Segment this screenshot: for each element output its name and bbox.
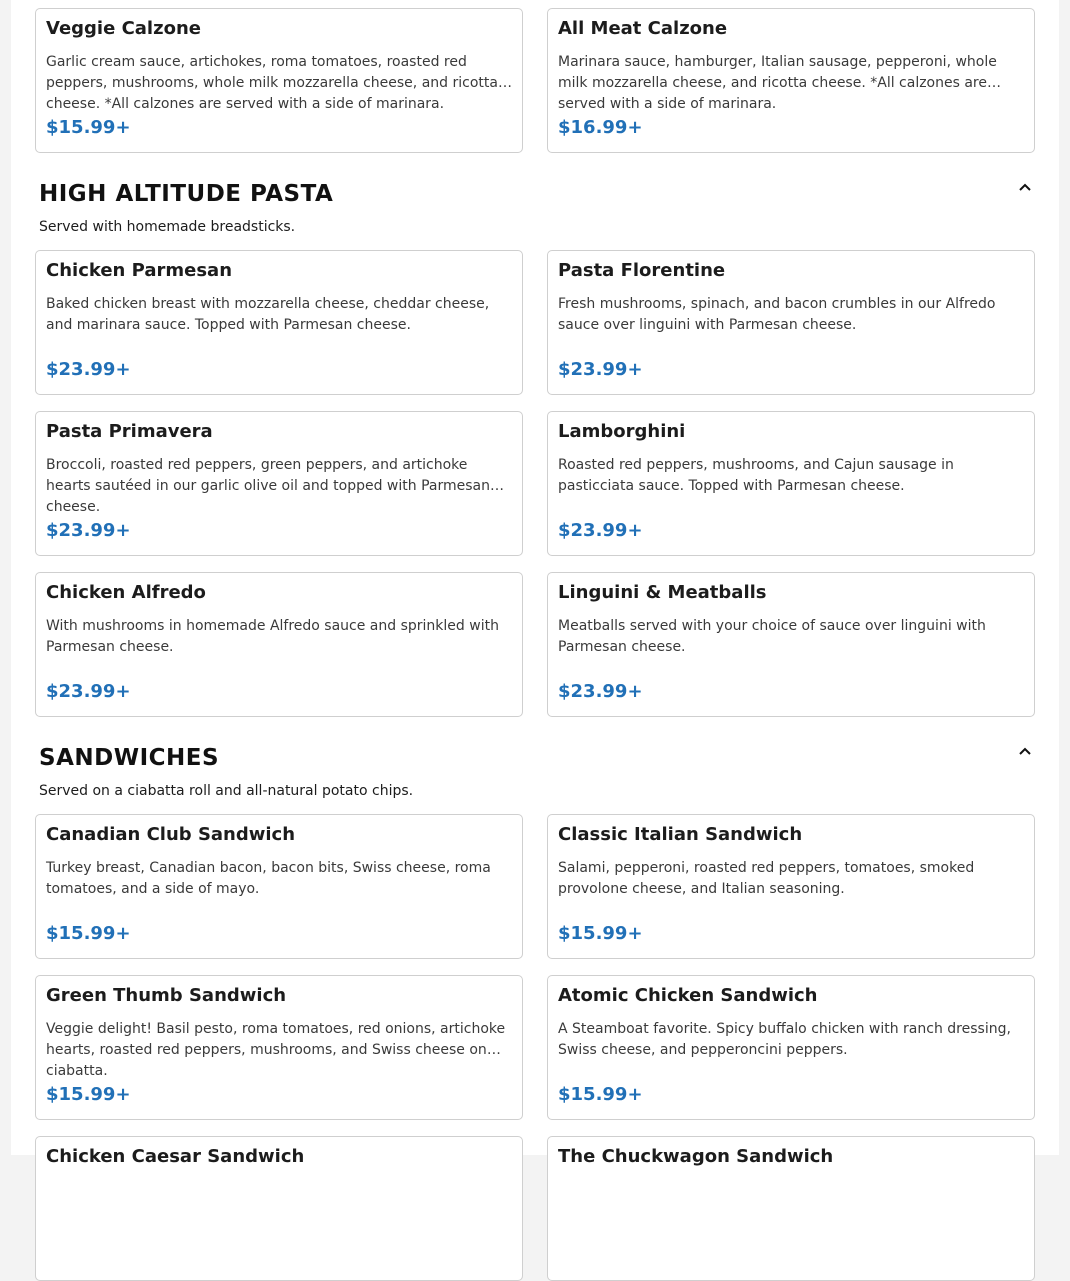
menu-item-card[interactable]: [547, 8, 1035, 153]
menu-item-name: The Chuckwagon Sandwich: [558, 1146, 834, 1167]
menu-item-description: Salami, pepperoni, roasted red peppers, tomatoes, smoked provolone cheese, and Italian seasoning.: [558, 860, 975, 897]
menu-item-price: $15.99+: [558, 1084, 643, 1105]
menu-item-name: Pasta Florentine: [558, 260, 726, 281]
menu-item-price: $23.99+: [46, 359, 131, 380]
menu-item-card[interactable]: [547, 411, 1035, 556]
menu-item-description: Marinara sauce, hamburger, Italian sausage, pepperoni, whole milk mozzarella cheese, and ricotta cheese. *All calzones are served with a side of marinara.: [558, 54, 997, 112]
menu-item-name: Lamborghini: [558, 421, 686, 442]
chevron-up-icon[interactable]: [1015, 741, 1035, 761]
menu-item-description: Fresh mushrooms, spinach, and bacon crumbles in our Alfredo sauce over linguini with Parmesan cheese.: [558, 296, 996, 333]
chevron-up-icon[interactable]: [1015, 177, 1035, 197]
menu-item-card[interactable]: [35, 572, 523, 717]
menu-item-name: Veggie Calzone: [46, 18, 201, 39]
menu-item-card[interactable]: [547, 250, 1035, 395]
menu-item-card[interactable]: [35, 1136, 523, 1281]
menu-item-description: With mushrooms in homemade Alfredo sauce and sprinkled with Parmesan cheese.: [46, 618, 499, 655]
menu-item-name: Canadian Club Sandwich: [46, 824, 296, 845]
menu-item-card[interactable]: [547, 814, 1035, 959]
menu-item-card[interactable]: [547, 975, 1035, 1120]
menu-item-price: $23.99+: [46, 520, 131, 541]
menu-item-description: Meatballs served with your choice of sauce over linguini with Parmesan cheese.: [558, 618, 986, 655]
menu-item-name: Classic Italian Sandwich: [558, 824, 803, 845]
menu-item-name: All Meat Calzone: [558, 18, 728, 39]
menu-item-description: Roasted red peppers, mushrooms, and Cajun sausage in pasticciata sauce. Topped with Parmesan cheese.: [558, 457, 954, 494]
menu-item-name: Linguini & Meatballs: [558, 582, 767, 603]
menu-item-name: Chicken Alfredo: [46, 582, 206, 603]
menu-item-price: $23.99+: [558, 681, 643, 702]
menu-item-description: Garlic cream sauce, artichokes, roma tomatoes, roasted red peppers, mushrooms, whole milk mozzarella cheese, and ricotta cheese. *All calzones are served with a side of marinara.: [46, 54, 498, 112]
menu-item-description: Baked chicken breast with mozzarella cheese, cheddar cheese, and marinara sauce. Topped with Parmesan cheese.: [46, 296, 490, 333]
menu-item-price: $15.99+: [46, 923, 131, 944]
menu-item-name: Pasta Primavera: [46, 421, 213, 442]
menu-item-card[interactable]: [35, 411, 523, 556]
menu-item-price: $15.99+: [46, 1084, 131, 1105]
menu-item-card[interactable]: [35, 250, 523, 395]
section-subtitle-sandwiches: Served on a ciabatta roll and all-natural potato chips.: [39, 783, 414, 799]
menu-item-description: Broccoli, roasted red peppers, green peppers, and artichoke hearts sautéed in our garlic olive oil and topped with Parmesan cheese.: [46, 457, 490, 515]
menu-item-price: $15.99+: [46, 117, 131, 138]
menu-item-card[interactable]: [35, 975, 523, 1120]
section-title-pasta: HIGH ALTITUDE PASTA: [39, 181, 334, 207]
menu-item-card[interactable]: [35, 8, 523, 153]
menu-item-description: Veggie delight! Basil pesto, roma tomatoes, red onions, artichoke hearts, roasted red peppers, mushrooms, and Swiss cheese on ciabatta.: [46, 1021, 506, 1079]
section-subtitle-pasta: Served with homemade breadsticks.: [39, 219, 296, 235]
section-title-sandwiches: SANDWICHES: [39, 745, 220, 771]
menu-item-price: $15.99+: [558, 923, 643, 944]
menu-item-price: $23.99+: [558, 520, 643, 541]
menu-item-name: Chicken Caesar Sandwich: [46, 1146, 305, 1167]
menu-item-name: Green Thumb Sandwich: [46, 985, 287, 1006]
menu-item-price: $23.99+: [46, 681, 131, 702]
menu-item-description: A Steamboat favorite. Spicy buffalo chicken with ranch dressing, Swiss cheese, and pepperoncini peppers.: [558, 1021, 1011, 1058]
menu-item-card[interactable]: [35, 814, 523, 959]
menu-page: [11, 0, 1059, 1167]
menu-item-price: $23.99+: [558, 359, 643, 380]
menu-item-description: Turkey breast, Canadian bacon, bacon bits, Swiss cheese, roma tomatoes, and a side of mayo.: [46, 860, 491, 897]
menu-item-card[interactable]: [547, 572, 1035, 717]
menu-item-name: Chicken Parmesan: [46, 260, 233, 281]
menu-item-name: Atomic Chicken Sandwich: [558, 985, 818, 1006]
menu-item-price: $16.99+: [558, 117, 643, 138]
menu-item-card[interactable]: [547, 1136, 1035, 1281]
